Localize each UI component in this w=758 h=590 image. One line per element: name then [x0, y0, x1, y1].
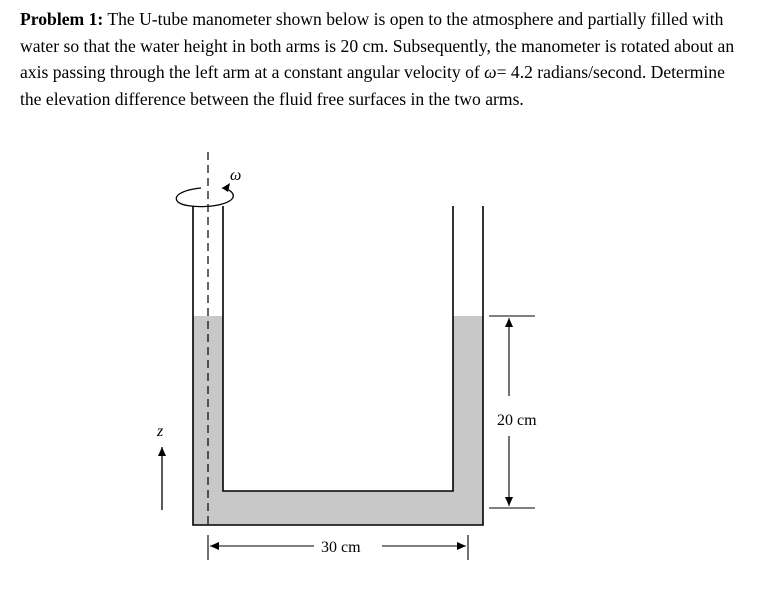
width-label: 30 cm: [321, 539, 361, 556]
water-fluid: [193, 316, 483, 525]
problem-label: Problem 1:: [20, 9, 104, 29]
u-tube: [193, 206, 483, 525]
z-label: z: [157, 423, 164, 440]
problem-text-part2: = 4.2 radians/second. Determine the elevation difference between the fluid free surfaces in the two arms.: [20, 62, 725, 109]
omega-symbol: ω: [484, 62, 497, 82]
omega-label: ω: [230, 167, 242, 184]
height-label: 20 cm: [497, 412, 537, 429]
problem-text-part1: The U-tube manometer shown below is open to the atmosphere and partially filled with water so that the water height in both arms is 20 cm. Subsequently, the manometer is rotated about an axis passing through the left arm at a constant angular velocity of: [20, 9, 735, 82]
rotation-arrow-icon: [176, 183, 233, 207]
